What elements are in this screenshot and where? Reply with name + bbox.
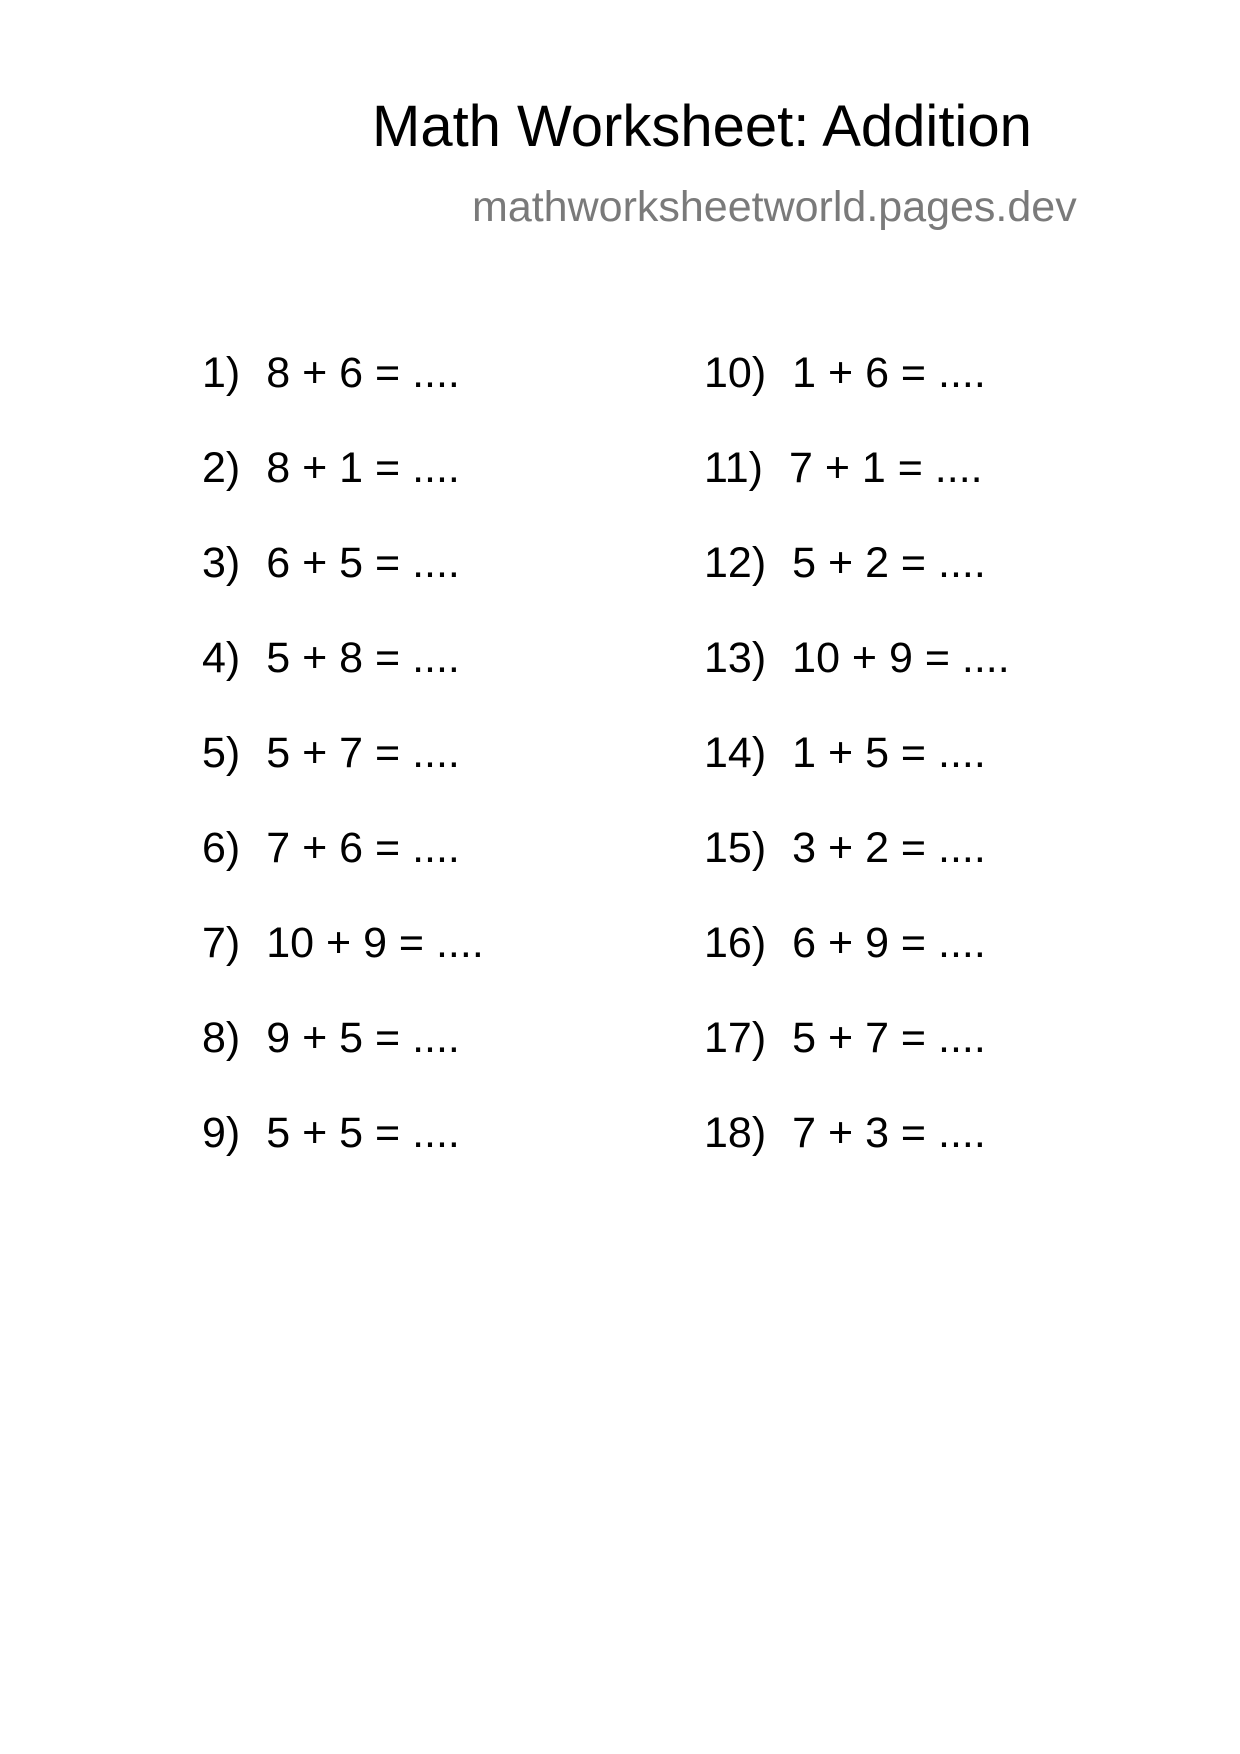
problem-number: 15) bbox=[704, 824, 767, 872]
problem-number: 13) bbox=[704, 634, 767, 682]
problem-number: 12) bbox=[704, 539, 767, 587]
problem-expression: 10 + 9 = .... bbox=[266, 919, 484, 967]
problem-4 bbox=[202, 634, 484, 732]
problem-expression: 5 + 7 = .... bbox=[266, 729, 460, 777]
problem-expression: 5 + 5 = .... bbox=[266, 1109, 460, 1157]
problem-expression: 7 + 3 = .... bbox=[792, 1109, 986, 1157]
problem-expression: 7 + 1 = .... bbox=[788, 444, 983, 492]
problem-1 bbox=[202, 349, 484, 447]
problem-expression: 3 + 2 = .... bbox=[792, 824, 986, 872]
problem-number: 5) bbox=[202, 729, 241, 777]
problem-number: 7) bbox=[202, 919, 241, 967]
problem-11 bbox=[704, 444, 1010, 542]
problem-number: 3) bbox=[202, 539, 241, 587]
problem-17 bbox=[704, 1014, 1010, 1112]
problem-expression: 6 + 5 = .... bbox=[266, 539, 460, 587]
problem-18 bbox=[704, 1109, 1010, 1207]
page-title: Math Worksheet: Addition bbox=[372, 94, 1032, 159]
problem-2 bbox=[202, 444, 484, 542]
problem-number: 4) bbox=[202, 634, 241, 682]
site-url: mathworksheetworld.pages.dev bbox=[472, 183, 1077, 231]
problem-10 bbox=[704, 349, 1010, 447]
problem-7 bbox=[202, 919, 484, 1017]
problem-3 bbox=[202, 539, 484, 637]
problems-right-column bbox=[704, 349, 1010, 1207]
problem-12 bbox=[704, 539, 1010, 637]
problem-13 bbox=[704, 634, 1010, 732]
problems-left-column bbox=[202, 349, 484, 1207]
problem-expression: 5 + 7 = .... bbox=[792, 1014, 986, 1062]
problem-number: 8) bbox=[202, 1014, 241, 1062]
problem-expression: 6 + 9 = .... bbox=[792, 919, 986, 967]
problem-expression: 10 + 9 = .... bbox=[792, 634, 1010, 682]
problem-number: 1) bbox=[202, 349, 241, 397]
problem-9 bbox=[202, 1109, 484, 1207]
problem-8 bbox=[202, 1014, 484, 1112]
problem-15 bbox=[704, 824, 1010, 922]
problem-expression: 1 + 5 = .... bbox=[792, 729, 986, 777]
problem-expression: 5 + 2 = .... bbox=[792, 539, 986, 587]
problem-expression: 7 + 6 = .... bbox=[266, 824, 460, 872]
problem-16 bbox=[704, 919, 1010, 1017]
problem-number: 17) bbox=[704, 1014, 767, 1062]
problem-number: 14) bbox=[704, 729, 767, 777]
problem-expression: 1 + 6 = .... bbox=[792, 349, 986, 397]
problem-number: 9) bbox=[202, 1109, 241, 1157]
problem-number: 2) bbox=[202, 444, 241, 492]
problem-number: 16) bbox=[704, 919, 767, 967]
problem-6 bbox=[202, 824, 484, 922]
problem-number: 18) bbox=[704, 1109, 767, 1157]
problem-14 bbox=[704, 729, 1010, 827]
problem-expression: 8 + 1 = .... bbox=[266, 444, 460, 492]
problem-expression: 5 + 8 = .... bbox=[266, 634, 460, 682]
problem-5 bbox=[202, 729, 484, 827]
problem-number: 6) bbox=[202, 824, 241, 872]
problem-expression: 8 + 6 = .... bbox=[266, 349, 460, 397]
problem-number: 11) bbox=[704, 444, 763, 492]
problem-expression: 9 + 5 = .... bbox=[266, 1014, 460, 1062]
problem-number: 10) bbox=[704, 349, 767, 397]
